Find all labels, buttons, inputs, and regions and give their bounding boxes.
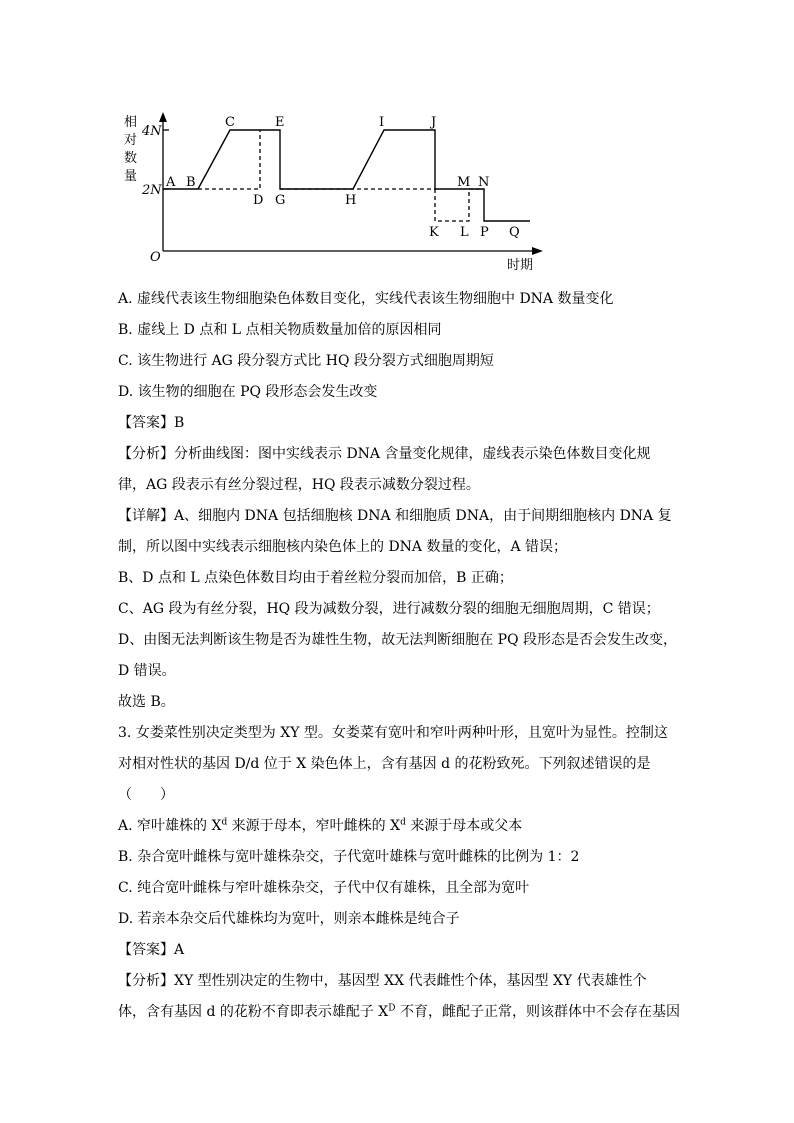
- q3-option-d: D. 若亲本杂交后代雄株均为宽叶，则亲本雌株是纯合子: [118, 911, 460, 927]
- q2-conclusion: 故选 B。: [118, 694, 175, 710]
- q3-analysis-text: 体，含有基因 d 的花粉不育即表示雄配子 X: [118, 1004, 389, 1020]
- q3-option-a-text: 来源于母本或父本: [405, 818, 523, 834]
- q3-option-a-sup: d: [400, 817, 406, 828]
- x-axis-label: 时期: [507, 258, 534, 273]
- q2-analysis-line: 律，AG 段表示有丝分裂过程，HQ 段表示减数分裂过程。: [118, 477, 480, 493]
- q2-detail-line: C、AG 段为有丝分裂，HQ 段为减数分裂，进行减数分裂的细胞无细胞周期，C 错误；: [118, 601, 660, 617]
- q3-option-b: B. 杂合宽叶雌株与宽叶雄株杂交，子代宽叶雄株与宽叶雌株的比例为 1：2: [118, 849, 580, 865]
- y-tick-4n-label: 4N: [142, 124, 162, 139]
- figure-svg: [112, 106, 552, 274]
- q2-detail-line: D、由图无法判断该生物是否为雄性生物，故无法判断细胞在 PQ 段形态是否会发生改变，: [118, 632, 678, 648]
- point-J: J: [431, 115, 437, 130]
- q3-option-a: [118, 811, 684, 842]
- chromosome-dashed-meiosis: [435, 189, 484, 221]
- point-K: K: [429, 225, 439, 240]
- q2-analysis: [118, 439, 684, 501]
- x-axis-arrow: [532, 247, 543, 255]
- y-axis-arrow: [159, 112, 167, 122]
- point-A: A: [166, 175, 176, 190]
- q3-stem: [118, 718, 684, 811]
- chromosome-dashed-line: [198, 130, 260, 189]
- q2-detail-line: B、D 点和 L 点染色体数目均由于着丝粒分裂而加倍，B 正确；: [118, 570, 513, 586]
- q3-analysis-text: 不育，雌配子正常，则该群体中不会存在基因: [395, 1004, 680, 1020]
- q3-option-a-text: A. 窄叶雄株的 X: [118, 818, 222, 834]
- q3-option-c: C. 纯合宽叶雌株与窄叶雄株杂交，子代中仅有雄株，且全部为宽叶: [118, 880, 530, 896]
- q3-option-a-sup: d: [221, 817, 228, 828]
- point-B: B: [186, 175, 196, 190]
- q2-option-a: A. 虚线代表该生物细胞染色体数目变化，实线代表该生物细胞中 DNA 数量变化: [118, 291, 614, 307]
- q2-answer: 【答案】B: [118, 415, 185, 431]
- point-H: H: [345, 193, 357, 208]
- q2-detail-line: 【详解】A、细胞内 DNA 包括细胞核 DNA 和细胞质 DNA，由于间期细胞核内 DNA 复: [118, 508, 672, 524]
- q2-option-c: C. 该生物进行 AG 段分裂方式比 HQ 段分裂方式细胞周期短: [118, 353, 494, 369]
- q2-option-b: B. 虚线上 D 点和 L 点相关物质数量加倍的原因相同: [118, 322, 442, 338]
- q2-option-d: D. 该生物的细胞在 PQ 段形态会发生改变: [118, 384, 378, 400]
- y-label-4: 量: [124, 169, 138, 184]
- point-D: D: [253, 193, 264, 208]
- dna-chromosome-figure: [112, 106, 552, 274]
- q2-detail: [118, 501, 684, 687]
- q3-option-a-text: 来源于母本，窄叶雌株的 X: [227, 818, 401, 834]
- q3-analysis-line-1: 【分析】XY 型性别决定的生物中，基因型 XX 代表雌性个体，基因型 XY 代表雄性个: [118, 973, 647, 989]
- y-label-3: 数: [124, 151, 138, 166]
- point-E: E: [275, 115, 285, 130]
- y-label-2: 对: [124, 133, 138, 148]
- point-L: L: [460, 225, 469, 240]
- origin-label: O: [150, 250, 161, 265]
- point-I: I: [379, 115, 385, 130]
- q2-analysis-line: 【分析】分析曲线图：图中实线表示 DNA 含量变化规律，虚线表示染色体数目变化规: [118, 446, 651, 462]
- point-Q: Q: [509, 225, 520, 240]
- y-tick-2n-label: 2N: [142, 183, 162, 198]
- q3-analysis-sup: D: [388, 1003, 396, 1014]
- q3-stem-line: 对相对性状的基因 D/d 位于 X 染色体上，含有基因 d 的花粉致死。下列叙述错误的是: [118, 756, 651, 772]
- q2-detail-line: D 错误。: [118, 663, 176, 679]
- point-N: N: [478, 175, 490, 190]
- point-M: M: [457, 175, 471, 190]
- q3-analysis-line-2: [118, 997, 684, 1028]
- point-C: C: [225, 115, 235, 130]
- q2-detail-line: 制，所以图中实线表示细胞核内染色体上的 DNA 数量的变化，A 错误；: [118, 539, 568, 555]
- q3-stem-line: （ ）: [118, 787, 174, 803]
- q3-stem-line: 3. 女娄菜性别决定类型为 XY 型。女娄菜有宽叶和窄叶两种叶形，且宽叶为显性。控制这: [118, 725, 668, 741]
- q3-answer: 【答案】A: [118, 942, 185, 958]
- point-G: G: [275, 193, 286, 208]
- y-label-1: 相: [124, 115, 138, 130]
- point-P: P: [480, 225, 489, 240]
